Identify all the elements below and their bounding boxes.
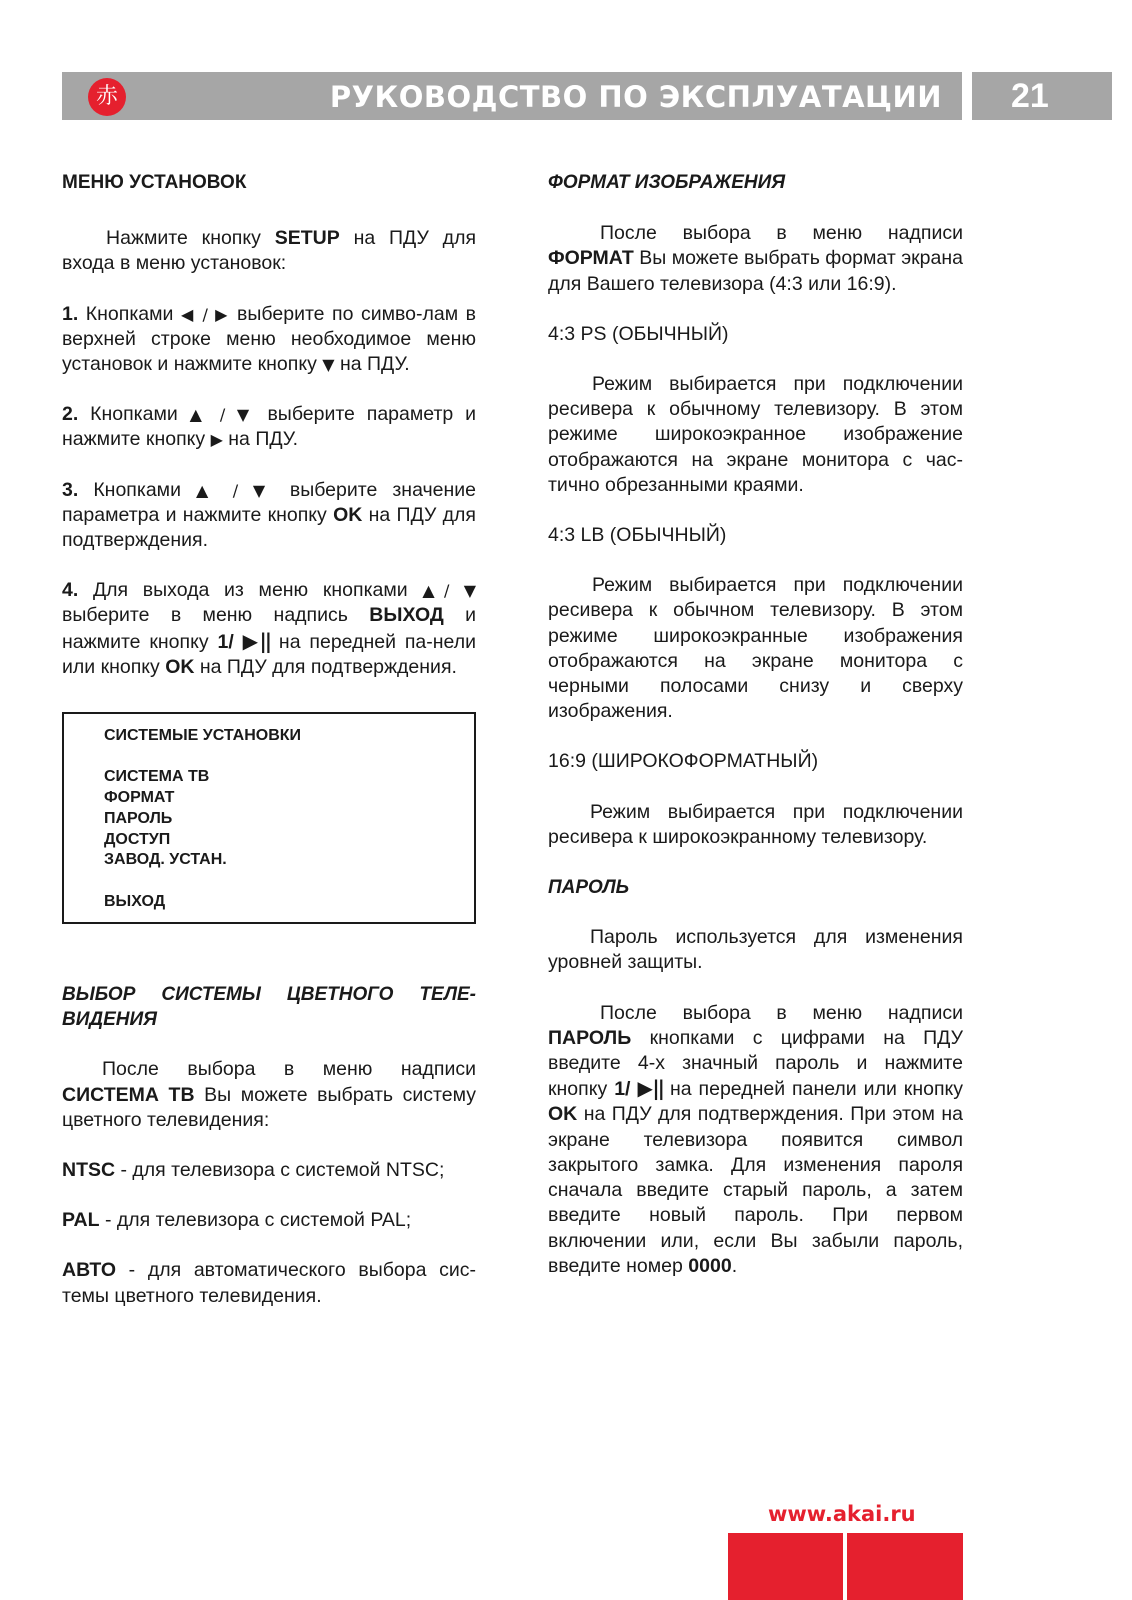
left-right-arrows-icon: ◀ / ▶ bbox=[180, 304, 230, 324]
format-wide-label: 16:9 (ШИРОКОФОРМАТНЫЙ) bbox=[548, 750, 819, 773]
settings-menu-box bbox=[62, 712, 476, 924]
password-steps: После выбора в меню надписи ПАРОЛЬ кнопками с цифрами на ПДУ введите 4-х значный пароль и нажмите кнопку 1/ ▶|| на передней панели или кнопку OK на ПДУ для подтверждения. При этом на экране телевизора появится символ закрытого замка. Для изменения пароля сначала введите старый пароль, а затем введите новый пароль. При первом включении или, если Вы забыли пароль, введите номер 0000. bbox=[548, 1001, 964, 1277]
up-down-arrows-icon: ▲ / ▼ bbox=[196, 480, 275, 500]
password-heading: ПАРОЛЬ bbox=[548, 877, 630, 899]
ntsc-line: NTSC - для телевизора с системой NTSC; bbox=[62, 1159, 445, 1182]
menu-item-exit: ВЫХОД bbox=[104, 892, 166, 910]
format-lb-label: 4:3 LB (ОБЫЧНЫЙ) bbox=[548, 524, 727, 547]
left-column bbox=[62, 170, 476, 1309]
menu-heading: МЕНЮ УСТАНОВОК bbox=[62, 172, 247, 193]
header-title: РУКОВОДСТВО ПО ЭКСПЛУАТАЦИИ bbox=[329, 80, 942, 114]
up-down-arrows-icon: ▲ / ▼ bbox=[189, 405, 256, 425]
play-pause-icon: ▶|| bbox=[242, 628, 271, 653]
menu-item-format: ФОРМАТ bbox=[104, 789, 175, 807]
menu-item-system-tv: СИСТЕМА ТВ bbox=[104, 768, 210, 786]
website-link[interactable]: www.akai.ru bbox=[768, 1502, 916, 1526]
right-arrow-icon: ▶ bbox=[210, 430, 223, 450]
format-intro: После выбора в меню надписи ФОРМАТ Вы можете выбрать формат экрана для Вашего телевизора (4:3 или 16:9). bbox=[548, 222, 963, 295]
format-heading: ФОРМАТ ИЗОБРАЖЕНИЯ bbox=[548, 172, 786, 193]
color-system-heading: ВЫБОР СИСТЕМЫ ЦВЕТНОГО ТЕЛЕ-ВИДЕНИЯ bbox=[62, 984, 476, 1031]
step-2: 2. Кнопками ▲ / ▼ выберите параметр и нажмите кнопку ▶ на ПДУ. bbox=[62, 403, 476, 451]
password-text: Пароль используется для изменения уровней защиты. bbox=[548, 926, 963, 974]
color-system-intro: После выбора в меню надписи СИСТЕМА ТВ Вы можете выбрать систему цветного телевидения: bbox=[62, 1058, 476, 1131]
right-column bbox=[548, 170, 963, 1279]
step-3: 3. Кнопками ▲ / ▼ выберите значение параметра и нажмите кнопку OK на ПДУ для подтверждения. bbox=[62, 478, 477, 552]
play-pause-icon: ▶|| bbox=[637, 1076, 663, 1101]
menu-intro: Нажмите кнопку SETUP на ПДУ для входа в меню установок: bbox=[62, 227, 477, 275]
down-arrow-icon: ▼ bbox=[322, 355, 335, 375]
menu-item-access: ДОСТУП bbox=[104, 830, 171, 848]
up-down-arrows-icon: ▲/ ▼ bbox=[422, 581, 476, 601]
pal-line: PAL - для телевизора с системой PAL; bbox=[62, 1209, 412, 1232]
auto-line: АВТО - для автоматического выбора сис-темы цветного телевидения. bbox=[62, 1259, 476, 1307]
footer-red-block-right bbox=[847, 1533, 963, 1600]
akai-logo-icon: 赤 bbox=[88, 78, 126, 116]
page-number: 21 bbox=[1011, 77, 1049, 115]
step-1: 1. Кнопками ◀ / ▶ выберите по симво-лам в верхней строке меню необходимое меню установок и нажмите кнопку ▼ на ПДУ. bbox=[62, 302, 476, 376]
menu-item-factory-reset: ЗАВОД. УСТАН. bbox=[104, 851, 227, 869]
footer-red-block-left bbox=[728, 1533, 843, 1600]
menu-box-title: СИСТЕМЫЕ УСТАНОВКИ bbox=[104, 727, 302, 745]
format-ps-label: 4:3 PS (ОБЫЧНЫЙ) bbox=[548, 322, 729, 345]
step-4: 4. Для выхода из меню кнопками ▲/ ▼ выберите в меню надпись ВЫХОД и нажмите кнопку 1/ ▶|| на передней па-нели или кнопку OK на ПДУ для подтверждения. bbox=[62, 579, 477, 678]
menu-item-password: ПАРОЛЬ bbox=[104, 809, 173, 827]
format-lb-text: Режим выбирается при подключении ресивера к обычном телевизору. В этом режиме широкоэкранные изображения отображаются на экране монитора с черными полосами снизу и сверху изображения. bbox=[548, 574, 963, 723]
format-ps-text: Режим выбирается при подключении ресивера к обычному телевизору. В этом режиме широкоэкранное изображение отображаются на экране монитора с час-тично обрезанными краями. bbox=[548, 373, 963, 496]
format-wide-text: Режим выбирается при подключении ресивера к широкоэкранному телевизору. bbox=[548, 800, 963, 848]
